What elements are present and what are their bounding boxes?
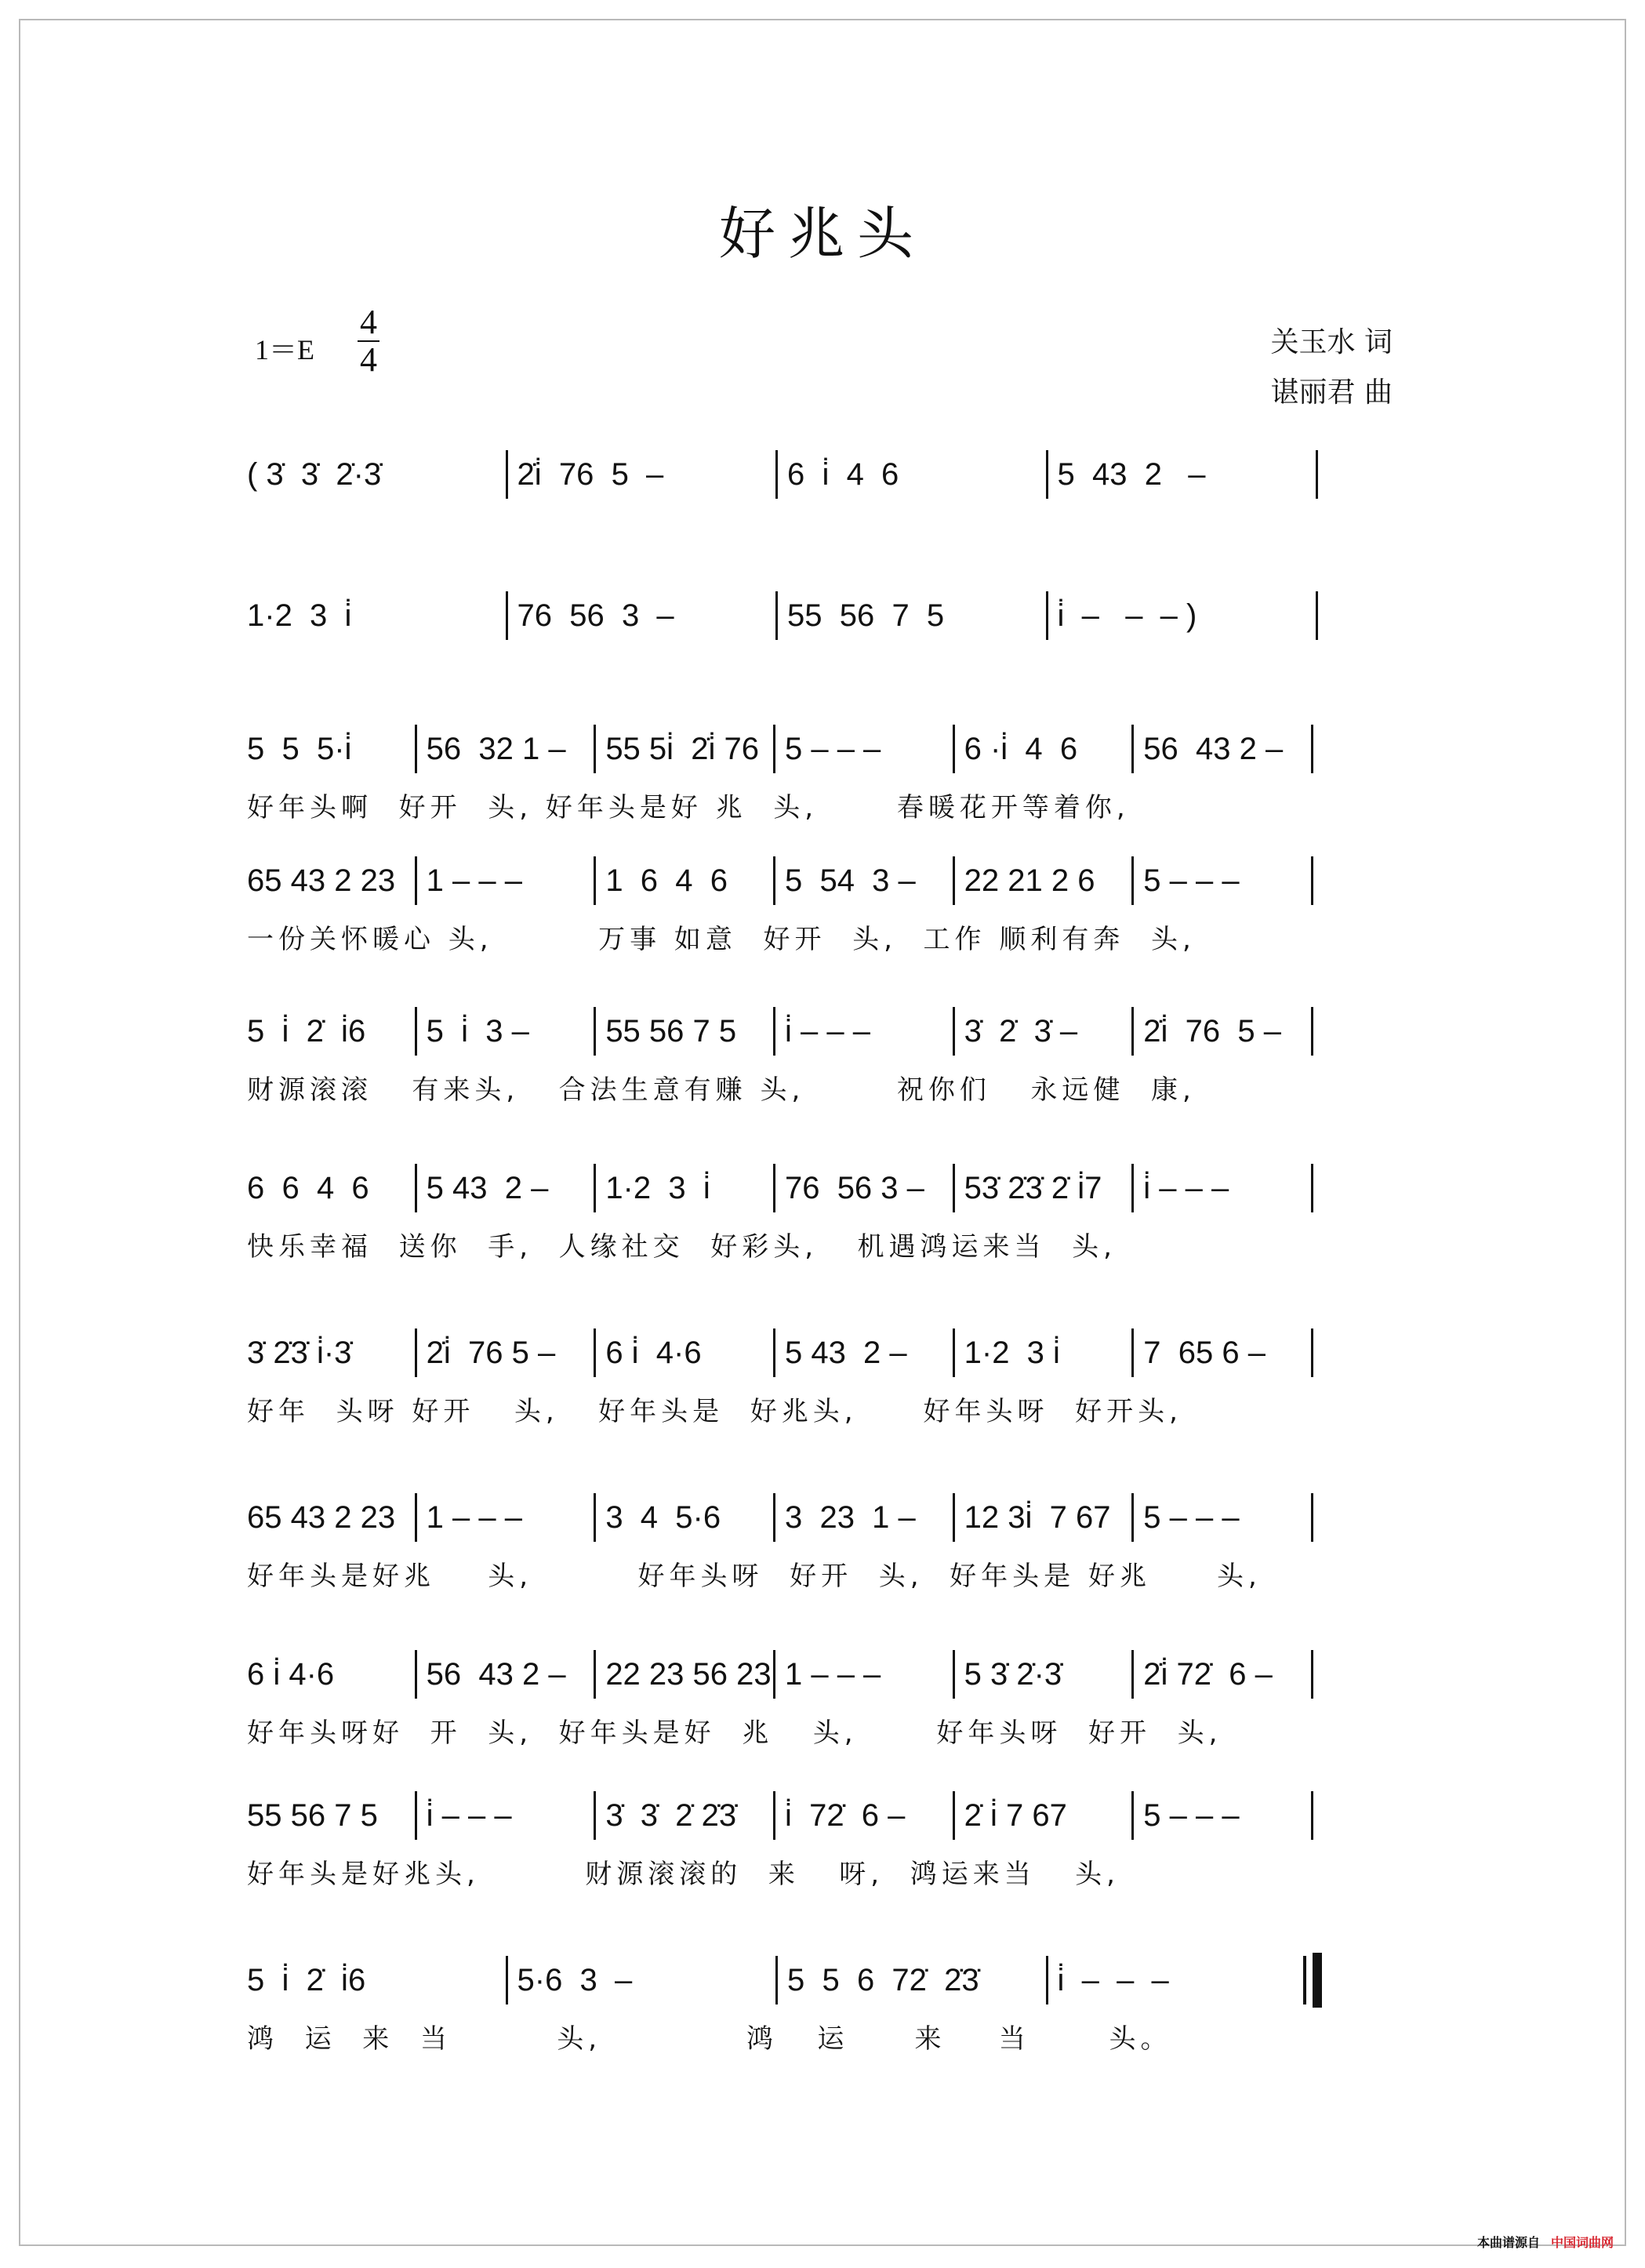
- barline: [773, 1791, 775, 1840]
- barline: [773, 1164, 775, 1212]
- score-row: [247, 721, 1384, 824]
- footer-site: 中国词曲网: [1550, 2235, 1614, 2250]
- measure: i̇ – – –: [1057, 1963, 1169, 1997]
- measure: 5 3̇ 2̇·3̇: [964, 1657, 1062, 1692]
- lyrics-line: 快乐幸福 送你 手, 人缘社交 好彩头, 机遇鸿运来当 头,: [247, 1231, 1117, 1263]
- measure: i̇ 72̇ 6 –: [784, 1798, 906, 1833]
- measure: 2̇i̇ 76 5 –: [517, 457, 664, 492]
- barline: [594, 1791, 596, 1840]
- notation-line: [247, 1004, 1384, 1059]
- footer: [1477, 2233, 1614, 2251]
- measure: 3 23 1 –: [784, 1500, 916, 1535]
- barline: [1131, 1650, 1134, 1699]
- measure: 65 43 2 23: [247, 863, 396, 898]
- measure: 2̇i̇ 72̇ 6 –: [1143, 1657, 1273, 1692]
- measure: i̇ – – –: [1143, 1171, 1229, 1205]
- score-row: [247, 1953, 1384, 2055]
- barline: [953, 725, 955, 773]
- barline: [1316, 450, 1318, 499]
- barline: [953, 856, 955, 905]
- barline: [1311, 1007, 1313, 1056]
- notation-line: [247, 1647, 1384, 1702]
- right-watermark-strip: [1631, 24, 1642, 2243]
- measure: 6 i̇ 4·6: [605, 1336, 702, 1370]
- lyrics-line: 鸿 运 来 当 头, 鸿 运 来 当 头。: [247, 2023, 1172, 2055]
- measure: 55 5i̇ 2̇i̇ 76: [605, 732, 760, 766]
- barline: [415, 1650, 417, 1699]
- time-signature: [353, 304, 384, 378]
- measure: 5 – – –: [1143, 1500, 1240, 1535]
- measure: 65 43 2 23: [247, 1500, 396, 1535]
- measure: 5 i̇ 2̇ i̇6: [247, 1014, 366, 1049]
- measure: 2̇i̇ 76 5 –: [1143, 1014, 1281, 1049]
- lyrics-line: 一份关怀暖心 头, 万事 如意 好开 头, 工作 顺利有奔 头,: [247, 924, 1196, 955]
- notation-line: [247, 447, 1384, 502]
- measure: 5 – – –: [784, 732, 881, 766]
- notation-line: [247, 1161, 1384, 1216]
- lyrics-line: 财源滚滚 有来头, 合法生意有赚 头, 祝你们 永远健 康,: [247, 1074, 1196, 1106]
- barline: [1046, 1956, 1048, 2004]
- measure: 76 56 3 –: [784, 1171, 924, 1205]
- barline: [773, 856, 775, 905]
- measure: 6 i̇ 4·6: [247, 1657, 335, 1692]
- measure: 6 ·i̇ 4 6: [964, 732, 1078, 766]
- notation-line: [247, 1953, 1384, 2008]
- barline: [775, 450, 778, 499]
- barline: [415, 1493, 417, 1542]
- time-signature-top: 4: [360, 303, 377, 341]
- barline: [1131, 856, 1134, 905]
- song-title: 好兆头: [718, 201, 926, 267]
- notation-line: [247, 1788, 1384, 1843]
- barline: [506, 450, 508, 499]
- barline: [1046, 591, 1048, 640]
- score-row: [247, 1788, 1384, 1891]
- measure: 1·2 3 i̇: [964, 1336, 1060, 1370]
- measure: 1·2 3 i̇: [247, 598, 352, 633]
- measure: 3̇ 2̇3̇ i̇·3̇: [247, 1336, 352, 1370]
- barline: [953, 1650, 955, 1699]
- barline: [1311, 1328, 1313, 1377]
- barline: [773, 1328, 775, 1377]
- measure: 5 54 3 –: [784, 863, 916, 898]
- measure: 5 – – –: [1143, 863, 1240, 898]
- measure: 6 6 4 6: [247, 1171, 369, 1205]
- barline: [1131, 1791, 1134, 1840]
- measure: i̇ – – –: [784, 1014, 870, 1049]
- lyrics-line: 好年头是好兆 头, 好年头呀 好开 头, 好年头是 好兆 头,: [247, 1561, 1262, 1592]
- lyrics-line: 好年 头呀 好开 头, 好年头是 好兆头, 好年头呀 好开头,: [247, 1396, 1182, 1427]
- measure: 55 56 7 5: [247, 1798, 378, 1833]
- measure: 55 56 7 5: [787, 598, 945, 633]
- barline: [1311, 1791, 1313, 1840]
- measure: 7 65 6 –: [1143, 1336, 1266, 1370]
- barline: [953, 1791, 955, 1840]
- final-barline: [1313, 1953, 1322, 2008]
- barline: [773, 725, 775, 773]
- measure: 3̇ 2̇ 3̇ –: [964, 1014, 1078, 1049]
- measure: 56 32 1 –: [426, 732, 566, 766]
- score-row: [247, 1647, 1384, 1750]
- barline: [415, 856, 417, 905]
- barline: [773, 1007, 775, 1056]
- measure: i̇ – – – ): [1057, 598, 1197, 633]
- measure: 55 56 7 5: [605, 1014, 737, 1049]
- score-row: [247, 1161, 1384, 1263]
- score-row: [247, 1004, 1384, 1107]
- footer-source: 本曲谱源自: [1476, 2235, 1540, 2250]
- measure: 3̇ 3̇ 2̇ 2̇3̇: [605, 1798, 737, 1833]
- barline: [594, 1164, 596, 1212]
- barline: [594, 856, 596, 905]
- measure: 22 21 2 6: [964, 863, 1095, 898]
- barline: [506, 1956, 508, 2004]
- composer-credit: 谌丽君 曲: [1270, 376, 1393, 409]
- score-row: [247, 588, 1384, 643]
- barline: [1311, 1164, 1313, 1212]
- barline: [773, 1493, 775, 1542]
- notation-line: [247, 588, 1384, 643]
- measure: 1 – – –: [426, 863, 522, 898]
- barline: [775, 591, 778, 640]
- measure: 2̇ i̇ 7 67: [964, 1798, 1067, 1833]
- score-row: [247, 1490, 1384, 1593]
- left-watermark-strip: [3, 24, 14, 2243]
- score-row: [247, 853, 1384, 956]
- barline: [1046, 450, 1048, 499]
- measure: 5·6 3 –: [517, 1963, 633, 1997]
- barline: [1131, 725, 1134, 773]
- score-row: [247, 1325, 1384, 1428]
- barline: [773, 1650, 775, 1699]
- barline: [1311, 856, 1313, 905]
- measure: i̇ – – –: [426, 1798, 512, 1833]
- measure: 1 – – –: [784, 1657, 881, 1692]
- lyrics-line: 好年头是好兆头, 财源滚滚的 来 呀, 鸿运来当 头,: [247, 1859, 1120, 1890]
- barline: [953, 1493, 955, 1542]
- barline: [775, 1956, 778, 2004]
- measure: 1 – – –: [426, 1500, 522, 1535]
- measure: 5 43 2 –: [1057, 457, 1206, 492]
- measure: 22 23 56 23: [605, 1657, 772, 1692]
- notation-line: [247, 1490, 1384, 1545]
- measure: ( 3̇ 3̇ 2̇·3̇: [247, 457, 382, 492]
- lyricist-credit: 关玉水 词: [1270, 326, 1393, 358]
- measure: 56 43 2 –: [426, 1657, 566, 1692]
- barline: [953, 1007, 955, 1056]
- barline: [1131, 1164, 1134, 1212]
- lyrics-line: 好年头呀好 开 头, 好年头是好 兆 头, 好年头呀 好开 头,: [247, 1717, 1222, 1749]
- notation-line: [247, 721, 1384, 776]
- barline: [415, 1328, 417, 1377]
- measure: 6 i̇ 4 6: [787, 457, 899, 492]
- measure: 1·2 3 i̇: [605, 1171, 710, 1205]
- barline: [1131, 1493, 1134, 1542]
- barline: [415, 1791, 417, 1840]
- measure: 5 i̇ 2̇ i̇6: [247, 1963, 366, 1997]
- notation-line: [247, 1325, 1384, 1380]
- barline: [594, 1650, 596, 1699]
- barline: [1131, 1328, 1134, 1377]
- measure: 56 43 2 –: [1143, 732, 1284, 766]
- barline: [594, 725, 596, 773]
- time-signature-bottom: 4: [360, 340, 377, 379]
- barline: [1311, 1650, 1313, 1699]
- measure: 5 43 2 –: [784, 1336, 907, 1370]
- barline: [1311, 725, 1313, 773]
- barline: [953, 1164, 955, 1212]
- lyrics-line: 好年头啊 好开 头, 好年头是好 兆 头, 春暖花开等着你,: [247, 792, 1130, 823]
- score-row: [247, 447, 1384, 502]
- measure: 2̇i̇ 76 5 –: [426, 1336, 556, 1370]
- barline: [953, 1328, 955, 1377]
- measure: 76 56 3 –: [517, 598, 674, 633]
- barline: [415, 725, 417, 773]
- barline: [594, 1328, 596, 1377]
- barline: [1311, 1493, 1313, 1542]
- notation-line: [247, 853, 1384, 908]
- measure: 5 5 5·i̇: [247, 732, 352, 766]
- barline: [415, 1007, 417, 1056]
- measure: 1 6 4 6: [605, 863, 728, 898]
- key-signature: 1＝E: [255, 334, 314, 365]
- measure: 12 3i̇ 7 67: [964, 1500, 1111, 1535]
- measure: 5 – – –: [1143, 1798, 1240, 1833]
- barline: [415, 1164, 417, 1212]
- measure: 53̇ 2̇3̇ 2̇ i̇7: [964, 1171, 1102, 1205]
- measure: 5 5 6 72̇ 2̇3̇: [787, 1963, 979, 1997]
- barline: [1131, 1007, 1134, 1056]
- barline: [506, 591, 508, 640]
- measure: 5 i̇ 3 –: [426, 1014, 529, 1049]
- barline: [594, 1007, 596, 1056]
- measure: 3 4 5·6: [605, 1500, 721, 1535]
- barline: [594, 1493, 596, 1542]
- barline: [1316, 591, 1318, 640]
- measure: 5 43 2 –: [426, 1171, 549, 1205]
